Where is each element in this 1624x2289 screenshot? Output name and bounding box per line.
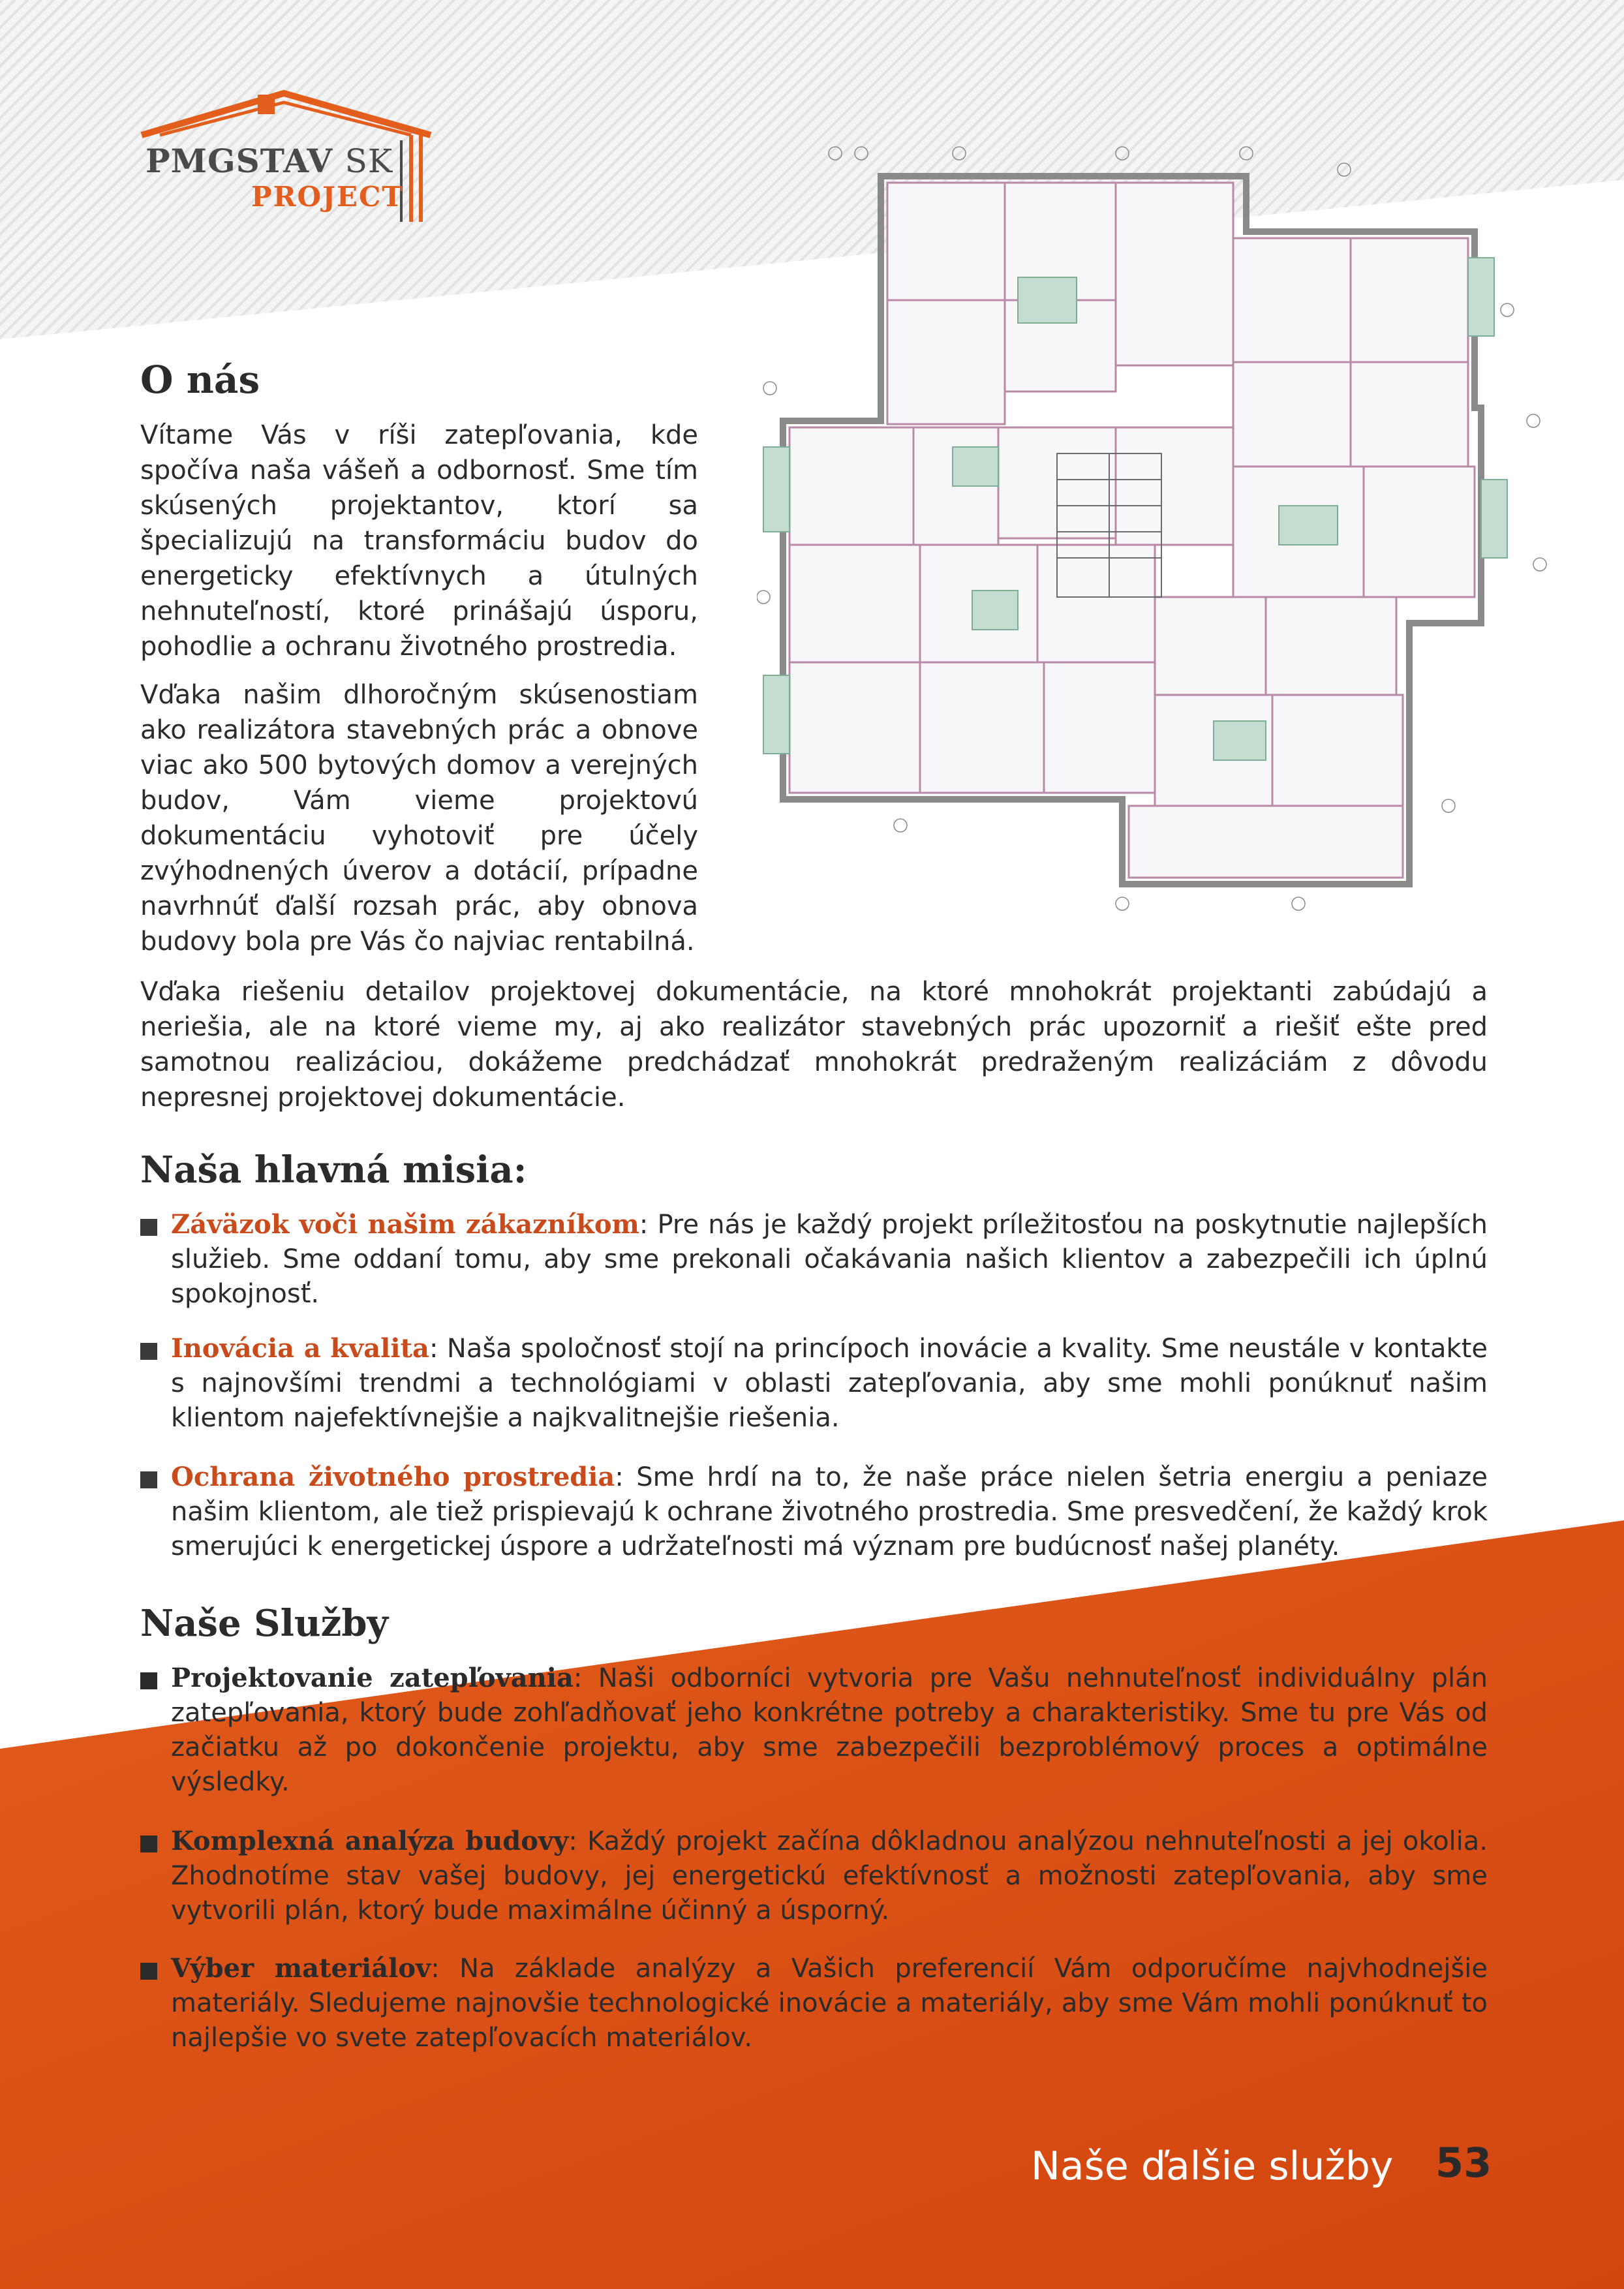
bullet-square [140,1836,157,1852]
services-heading: Naše Služby [140,1602,389,1645]
service-item-title: Výber materiálov [171,1953,431,1984]
about-paragraph-3: Vďaka riešeniu detailov projektovej dokumentácie, na ktoré mnohokrát projektanti zabúdajú a neriešia, ale na ktoré vieme my, aj ako realizátor stavebných prác upozorniť a riešiť ešte pred samotnou realizáciou, dokážeme predchádzať mnohokrát predraženým realizáciám z dôvodu nepresnej projektovej dokumentácie. [140,977,1488,1113]
service-item-text: Naši odborníci vytvoria pre Vašu nehnuteľnosť individuálny plán zatepľovania, ktorý bude zohľadňovať jeho konkrétne potreby a charakteristiky. Sme tu pre Vás od začiatku až po dokončenie projektu, aby sme zabezpečili bezproblémový proces a optimálne výsledky. [171,1663,1488,1797]
mission-item: Ochrana životného prostredia: Sme hrdí na to, že naše práce nielen šetria energiu a peniaze našim klientom, ale tiež prispievajú k ochrane životného prostredia. Sme presvedčení, že každý krok smerujúci k energetickej úspore a udržateľnosti má význam pre budúcnosť našej planéty. [140,1460,1488,1564]
service-item-title: Projektovanie zatepľovania [171,1663,574,1693]
logo-subtext: PROJECT [251,181,404,213]
mission-item: Inovácia a kvalita: Naša spoločnosť stojí na princípoch inovácie a kvality. Sme neustále v kontakte s najnovšími trendmi a technológiami v oblasti zatepľovania, aby sme mohli ponúknuť našim klientom najefektívnejšie a najkvalitnejšie riešenia. [140,1331,1488,1436]
bullet-square [140,1219,157,1236]
service-item: Výber materiálov: Na základe analýzy a Vašich preferencií Vám odporučíme najvhodnejšie materiály. Sledujeme najnovšie technologické inovácie a materiály, aby sme Vám mohli ponúknuť to najlepšie vo svete zatepľovacích materiálov. [140,1951,1488,2055]
floor-plan-image [757,140,1553,917]
about-heading: O nás [140,358,260,402]
about-paragraph-1: Vítame Vás v ríši zatepľovania, kde spočíva naša vášeň a odbornosť. Sme tím skúsených projektantov, ktorí sa špecializujú na transformáciu budov do energeticky efektívnych a útulných nehnuteľností, ktoré prinášajú úsporu, pohodlie a ochranu životného prostredia. [140,420,698,662]
mission-heading: Naša hlavná misia: [140,1148,527,1191]
service-item: Komplexná analýza budovy: Každý projekt začína dôkladnou analýzou nehnuteľnosti a jej okolia. Zhodnotíme stav vašej budovy, jej energetickú efektívnosť a možnosti zatepľovania, aby sme vytvorili plán, ktorý bude maximálne účinný a úsporný. [140,1824,1488,1928]
bullet-square [140,1963,157,1980]
service-item-text: Na základe analýzy a Vašich preferencií Vám odporučíme najvhodnejšie materiály. Sledujeme najnovšie technologické inovácie a materiály, aby sme Vám mohli ponúknuť to najlepšie vo svete zatepľovacích materiálov. [171,1954,1488,2053]
mission-item: Záväzok voči našim zákazníkom: Pre nás je každý projekt príležitosťou na poskytnutie najlepších služieb. Sme oddaní tomu, aby sme prekonali očakávania našich klientov a zabezpečili ich úplnú spokojnosť. [140,1207,1488,1312]
mission-item-title: Záväzok voči našim zákazníkom [171,1209,639,1240]
company-logo [134,88,440,232]
mission-item-text: Sme hrdí na to, že naše práce nielen šetria energiu a peniaze našim klientom, ale tiež prispievajú k ochrane životného prostredia. Sme presvedčení, že každý krok smerujúci k energetickej úspore a udržateľnosti má význam pre budúcnosť našej planéty. [171,1462,1488,1561]
mission-item-title: Ochrana životného prostredia [171,1462,615,1492]
service-item-text: Každý projekt začína dôkladnou analýzou nehnuteľnosti a jej okolia. Zhodnotíme stav vašej budovy, jej energetickú efektívnosť a možnosti zatepľovania, aby sme vytvorili plán, ktorý bude maximálne účinný a úsporný. [171,1826,1488,1926]
mission-item-text: Naša spoločnosť stojí na princípoch inovácie a kvality. Sme neustále v kontakte s najnovšími trendmi a technológiami v oblasti zatepľovania, aby sme mohli ponúknuť našim klientom najefektívnejšie a najkvalitnejšie riešenia. [171,1334,1488,1433]
mission-item-title: Inovácia a kvalita [171,1333,429,1364]
service-item: Projektovanie zatepľovania: Naši odborníci vytvoria pre Vašu nehnuteľnosť individuálny plán zatepľovania, ktorý bude zohľadňovať jeho konkrétne potreby a charakteristiky. Sme tu pre Vás od začiatku až po dokončenie projektu, aby sme zabezpečili bezproblémový proces a optimálne výsledky. [140,1661,1488,1800]
about-paragraph-2: Vďaka našim dlhoročným skúsenostiam ako realizátora stavebných prác a obnove viac ako 500 bytových domov a verejných budov, Vám vieme projektovú dokumentáciu vyhotoviť pre účely zvýhodnených úverov a dotácií, prípadne navrhnúť ďalší rozsah prác, aby obnova budovy bola pre Vás čo najviac rentabilná. [140,680,698,957]
logo-text: PMGSTAV SK [146,142,393,180]
service-item-title: Komplexná analýza budovy [171,1826,569,1856]
bullet-square [140,1672,157,1689]
bullet-square [140,1343,157,1360]
footer-section-title: Naše ďalšie služby [1031,2143,1394,2189]
bullet-square [140,1471,157,1488]
page-number: 53 [1435,2139,1492,2187]
mission-item-text: Pre nás je každý projekt príležitosťou na poskytnutie najlepších služieb. Sme oddaní tomu, aby sme prekonali očakávania našich klientov a zabezpečili ich úplnú spokojnosť. [171,1210,1488,1309]
